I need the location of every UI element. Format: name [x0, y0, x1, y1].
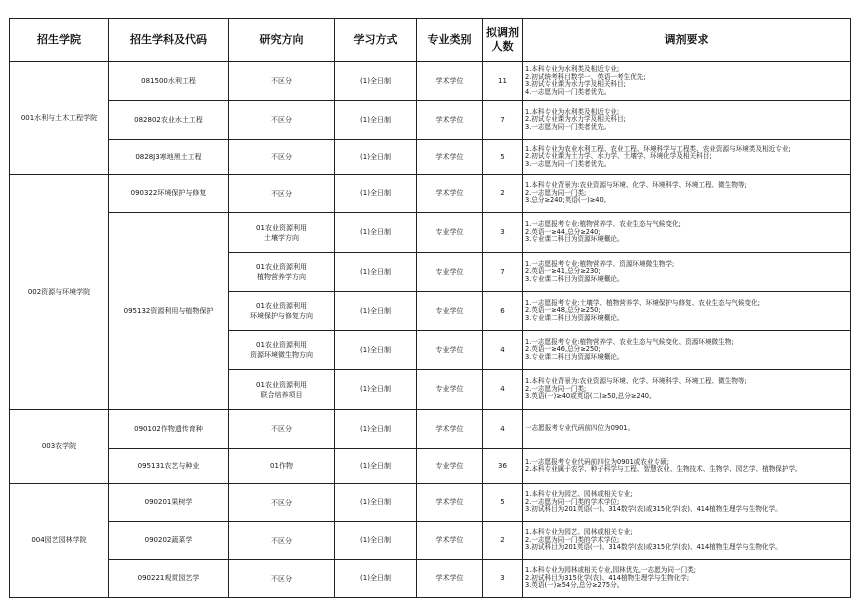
requirement-line: 3.一志愿为同一门类者优先。 [525, 122, 611, 131]
direction-cell [229, 140, 335, 175]
quota-cell: 11 [483, 62, 523, 101]
study-mode-cell: (1)全日制 [335, 522, 417, 560]
category-cell: 专业学位 [417, 449, 483, 484]
category-cell: 学术学位 [417, 101, 483, 140]
requirement-line: 3.初试科目为201英语(一)、314数学(农)或315化学(农)、414植物生理学与生物化学。 [525, 543, 782, 552]
requirement-line: 2.初试专业课为土力学、水力学、土壤学、环境化学及相关科目; [525, 152, 712, 161]
requirement-line: 3.英语(一)≥40或英语(二)≥50,总分≥240。 [525, 392, 656, 401]
requirement-line: 3.总分≥240;英语(一)≥40。 [525, 196, 611, 205]
study-mode-cell: (1)全日制 [335, 331, 417, 370]
quota-cell: 4 [483, 370, 523, 410]
requirements-cell [523, 449, 851, 484]
subject-cell: 095131农艺与种业 [109, 449, 229, 484]
requirement-line: 2.一志愿为同一门类的学术学位; [525, 535, 620, 544]
quota-cell: 3 [483, 213, 523, 253]
direction-cell [229, 292, 335, 331]
category-cell: 专业学位 [417, 292, 483, 331]
subject-cell: 095132资源利用与植物保护 [109, 213, 229, 410]
direction-line: 资源环境微生物方向 [250, 351, 313, 359]
direction-line: 不区分 [271, 498, 292, 507]
requirement-line: 1.本科专业背景为:农业资源与环境、化学、环境科学、环境工程、微生物等; [525, 181, 747, 190]
direction-cell [229, 410, 335, 449]
quota-cell: 7 [483, 101, 523, 140]
requirements-cell [523, 331, 851, 370]
direction-line: 01作物 [270, 462, 293, 470]
study-mode-cell: (1)全日制 [335, 484, 417, 522]
direction-line: 不区分 [271, 425, 292, 433]
study-mode-cell: (1)全日制 [335, 410, 417, 449]
requirement-line: 3.初试专业课为水力学及相关科目; [525, 80, 626, 88]
table-row [10, 560, 851, 598]
direction-cell [229, 370, 335, 410]
quota-cell: 7 [483, 253, 523, 292]
requirement-line: 2.初试专业课为水力学及相关科目; [525, 115, 626, 124]
requirements-cell [523, 213, 851, 253]
requirement-line: 2.英语一≥44,总分≥240; [525, 227, 601, 236]
direction-line: 01农业资源利用 [256, 263, 307, 271]
requirements-cell [523, 370, 851, 410]
direction-line: 不区分 [271, 116, 292, 124]
requirements-cell [523, 410, 851, 449]
table-row [10, 449, 851, 484]
study-mode-cell: (1)全日制 [335, 175, 417, 213]
requirements-cell [523, 292, 851, 331]
requirement-line: 1.本科专业为水利类及相近专业; [525, 107, 620, 116]
category-cell: 学术学位 [417, 175, 483, 213]
direction-cell [229, 101, 335, 140]
college-cell: 001水利与土木工程学院 [10, 62, 109, 175]
header-study-mode: 学习方式 [335, 19, 417, 62]
requirement-line: 2.英语一≥41,总分≥230; [525, 267, 601, 276]
requirement-line: 3.专业课二科目为资源环境概论。 [525, 352, 624, 361]
direction-cell [229, 213, 335, 253]
direction-line: 土壤学方向 [264, 233, 299, 242]
study-mode-cell: (1)全日制 [335, 253, 417, 292]
direction-line: 不区分 [271, 153, 292, 161]
direction-cell [229, 522, 335, 560]
study-mode-cell: (1)全日制 [335, 292, 417, 331]
quota-cell: 36 [483, 449, 523, 484]
direction-line: 不区分 [271, 536, 292, 545]
study-mode-cell: (1)全日制 [335, 140, 417, 175]
requirement-line: 1.本科专业为园艺、园林或相关专业; [525, 528, 633, 537]
subject-cell: 082802农业水土工程 [109, 101, 229, 140]
category-cell: 学术学位 [417, 410, 483, 449]
quota-cell: 3 [483, 560, 523, 598]
college-cell: 003农学院 [10, 410, 109, 484]
requirements-cell [523, 560, 851, 598]
direction-line: 不区分 [271, 77, 292, 85]
requirement-line: 4.一志愿为同一门类者优先。 [525, 87, 611, 96]
quota-cell: 2 [483, 522, 523, 560]
subject-cell: 090322环境保护与修复 [109, 175, 229, 213]
direction-cell [229, 449, 335, 484]
category-cell: 专业学位 [417, 370, 483, 410]
table-row [10, 175, 851, 213]
requirement-line: 2.英语一≥46,总分≥250; [525, 345, 601, 354]
direction-line: 环境保护与修复方向 [250, 312, 313, 320]
quota-cell: 5 [483, 484, 523, 522]
direction-line: 01农业资源利用 [256, 223, 307, 232]
requirements-cell [523, 522, 851, 560]
requirements-cell [523, 175, 851, 213]
subject-cell: 0828J3寒地黑土工程 [109, 140, 229, 175]
table-body [10, 62, 851, 598]
direction-line: 植物营养学方向 [257, 273, 306, 281]
quota-cell: 4 [483, 410, 523, 449]
requirements-cell [523, 253, 851, 292]
requirement-line: 1.本科专业为农业水利工程、农业工程、环境科学与工程类、农业资源与环境类及相近专业; [525, 144, 791, 153]
requirement-line: 3.英语(一)≥54分,总分≥275分。 [525, 581, 624, 590]
requirements-cell [523, 140, 851, 175]
subject-cell: 090102作物遗传育种 [109, 410, 229, 449]
requirement-line: 1.一志愿报考专业代码前四位为0901或农业专硕; [525, 457, 669, 466]
category-cell: 专业学位 [417, 253, 483, 292]
requirement-line: 1.一志愿报考专业:植物营养学、农业生态与气候变化; [525, 220, 681, 229]
subject-cell: 090202蔬菜学 [109, 522, 229, 560]
direction-line: 联合培养项目 [260, 390, 303, 399]
category-cell: 学术学位 [417, 560, 483, 598]
direction-cell [229, 253, 335, 292]
requirement-line: 2.初试统考科目数学一、英语一考生优先; [525, 72, 646, 81]
direction-cell [229, 484, 335, 522]
table-row [10, 213, 851, 253]
table-row [10, 522, 851, 560]
requirement-line: 1.一志愿报考专业:土壤学、植物营养学、环境保护与修复、农业生态与气候变化; [525, 298, 760, 307]
quota-cell: 4 [483, 331, 523, 370]
study-mode-cell: (1)全日制 [335, 213, 417, 253]
quota-cell: 2 [483, 175, 523, 213]
requirement-line: 1.本科专业为园艺、园林或相关专业; [525, 490, 633, 499]
requirement-line: 3.一志愿为同一门类者优先。 [525, 159, 611, 168]
table-row [10, 140, 851, 175]
study-mode-cell: (1)全日制 [335, 62, 417, 101]
study-mode-cell: (1)全日制 [335, 370, 417, 410]
requirements-cell [523, 62, 851, 101]
study-mode-cell: (1)全日制 [335, 560, 417, 598]
requirement-line: 一志愿报考专业代码前四位为0901。 [525, 424, 635, 433]
category-cell: 学术学位 [417, 484, 483, 522]
header-college: 招生学院 [10, 19, 109, 62]
header-requirements: 调剂要求 [523, 19, 851, 62]
requirement-line: 1.本科专业为水利类及相近专业; [525, 65, 620, 73]
direction-line: 不区分 [271, 574, 292, 583]
category-cell: 专业学位 [417, 213, 483, 253]
adjustment-table-container [9, 18, 850, 598]
requirement-line: 2.英语一≥48,总分≥250; [525, 306, 601, 315]
requirement-line: 3.专业课二科目为资源环境概论。 [525, 313, 624, 322]
direction-line: 01农业资源利用 [256, 302, 307, 310]
adjustment-table [9, 18, 851, 598]
header-direction: 研究方向 [229, 19, 335, 62]
category-cell: 学术学位 [417, 62, 483, 101]
header-subject: 招生学科及代码 [109, 19, 229, 62]
direction-cell [229, 331, 335, 370]
table-row [10, 101, 851, 140]
requirement-line: 1.一志愿报考专业:植物营养学、农业生态与气候变化、资源环境微生物; [525, 337, 734, 346]
direction-cell [229, 62, 335, 101]
table-row [10, 410, 851, 449]
requirement-line: 1.本科专业背景为:农业资源与环境、化学、环境科学、环境工程、微生物等; [525, 377, 747, 386]
subject-cell: 090221观赏园艺学 [109, 560, 229, 598]
requirement-line: 3.专业课二科目为资源环境概论。 [525, 274, 624, 283]
study-mode-cell: (1)全日制 [335, 449, 417, 484]
category-cell: 学术学位 [417, 140, 483, 175]
quota-cell: 5 [483, 140, 523, 175]
college-cell: 004园艺园林学院 [10, 484, 109, 598]
direction-line: 01农业资源利用 [256, 341, 307, 349]
requirement-line: 3.初试科目为201英语(一)、314数学(农)或315化学(农)、414植物生理学与生物化学。 [525, 505, 782, 514]
category-cell: 专业学位 [417, 331, 483, 370]
subject-cell: 090201果树学 [109, 484, 229, 522]
header-quota: 拟调剂 人数 [483, 19, 523, 62]
requirements-cell [523, 484, 851, 522]
header-category: 专业类别 [417, 19, 483, 62]
direction-line: 不区分 [271, 189, 292, 198]
direction-cell [229, 175, 335, 213]
requirement-line: 2.本科专业属于农学、种子科学与工程、智慧农业、生物技术、生物学、园艺学、植物保护学。 [525, 465, 802, 473]
quota-cell: 6 [483, 292, 523, 331]
study-mode-cell: (1)全日制 [335, 101, 417, 140]
requirement-line: 2.初试科目为315化学(农)、414植物生理学与生物化学; [525, 573, 690, 582]
requirement-line: 1.一志愿报考专业:植物营养学、资源环境微生物学; [525, 259, 675, 268]
requirement-line: 1.本科专业为园林或相关专业,园林优先,一志愿为同一门类; [525, 566, 696, 575]
requirements-cell [523, 101, 851, 140]
college-cell: 002资源与环境学院 [10, 175, 109, 410]
direction-cell [229, 560, 335, 598]
direction-line: 01农业资源利用 [256, 380, 307, 389]
header-row [10, 19, 851, 62]
table-row [10, 484, 851, 522]
table-row [10, 62, 851, 101]
subject-cell: 081500水利工程 [109, 62, 229, 101]
requirement-line: 2.一志愿为同一门类; [525, 188, 587, 197]
requirement-line: 3.专业课二科目为资源环境概论。 [525, 235, 624, 244]
category-cell: 学术学位 [417, 522, 483, 560]
requirement-line: 2.一志愿为同一门类的学术学位; [525, 497, 620, 506]
requirement-line: 2.一志愿为同一门类; [525, 384, 587, 393]
